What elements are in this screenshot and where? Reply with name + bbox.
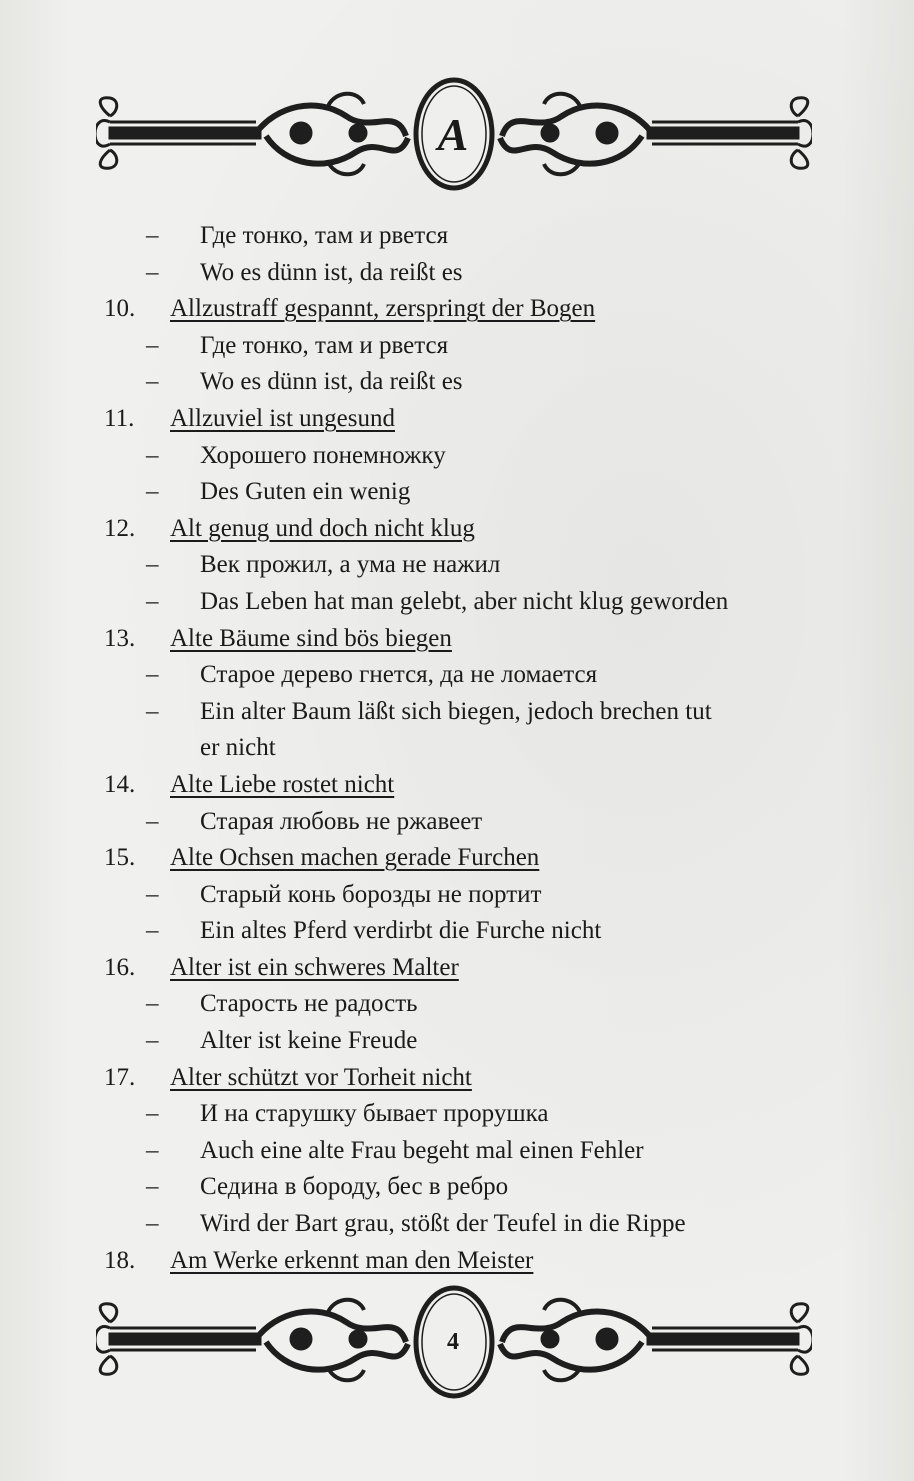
proverb-text: Allzuviel ist ungesund (170, 404, 395, 432)
proverb-variant (0, 694, 914, 731)
proverb-text: Век прожил, а ума не нажил (200, 551, 501, 579)
dash-marker: – (146, 1210, 159, 1238)
proverb-text: Am Werke erkennt man den Meister (170, 1246, 534, 1274)
proverb-text: Alte Bäume sind bös biegen (170, 624, 452, 652)
proverb-variant (0, 1206, 914, 1243)
proverb-text: Das Leben hat man gelebt, aber nicht klug geworden (200, 587, 729, 615)
dash-marker: – (146, 661, 159, 689)
proverb-continuation (0, 730, 914, 767)
top-ornament (96, 76, 812, 196)
dash-marker: – (146, 587, 159, 615)
proverb-text: Где тонко, там и рвется (200, 222, 449, 249)
section-letter: A (437, 108, 469, 160)
proverb-text: Где тонко, там и рвется (200, 331, 449, 359)
dash-marker: – (146, 368, 159, 396)
proverb-number: 15. (104, 844, 136, 872)
proverb-variant (0, 913, 914, 950)
dash-marker: – (146, 1136, 159, 1164)
proverb-variant (0, 804, 914, 841)
proverb-variant (0, 877, 914, 914)
proverb-text: Allzustraff gespannt, zerspringt der Bogen (170, 295, 596, 323)
proverb-heading (0, 621, 914, 658)
dash-marker: – (146, 331, 159, 359)
proverb-text: er nicht (200, 734, 276, 762)
dash-marker: – (146, 441, 159, 469)
proverb-text: Alter schützt vor Torheit nicht (170, 1063, 472, 1091)
dash-marker: – (146, 990, 159, 1018)
proverb-text: Wo es dünn ist, da reißt es (200, 258, 463, 286)
dash-marker: – (146, 222, 159, 249)
proverb-text: Старый конь борозды не портит (200, 880, 542, 908)
proverb-text: Ein altes Pferd verdirbt die Furche nicht (200, 917, 602, 945)
dash-marker: – (146, 807, 159, 835)
proverb-heading (0, 511, 914, 548)
proverb-text: Alter ist ein schweres Malter (170, 953, 459, 981)
proverb-text: Старость не радость (200, 990, 418, 1018)
proverb-variant (0, 328, 914, 365)
dash-marker: – (146, 697, 159, 725)
proverb-heading (0, 401, 914, 438)
proverb-text: Ein alter Baum läßt sich biegen, jedoch brechen tut (200, 697, 712, 725)
proverb-number: 16. (104, 953, 136, 981)
proverb-text: Alte Liebe rostet nicht (170, 770, 395, 798)
proverb-text: Wo es dünn ist, da reißt es (200, 368, 463, 396)
proverb-text: И на старушку бывает прорушка (200, 1100, 549, 1128)
proverb-text: Alte Ochsen machen gerade Furchen (170, 844, 540, 872)
proverb-text: Хорошего понемножку (200, 441, 446, 469)
proverb-variant (0, 584, 914, 621)
proverb-text: Старая любовь не ржавеет (200, 807, 483, 835)
proverb-heading (0, 767, 914, 804)
proverb-text: Alt genug und doch nicht klug (170, 514, 475, 542)
proverb-variant (0, 986, 914, 1023)
dash-marker: – (146, 478, 159, 506)
proverb-variant (0, 1133, 914, 1170)
proverb-text: Wird der Bart grau, stößt der Teufel in die Rippe (200, 1210, 686, 1238)
proverb-heading (0, 1243, 914, 1280)
proverb-variant (0, 547, 914, 584)
proverb-number: 13. (104, 624, 136, 652)
proverb-number: 12. (104, 514, 136, 542)
proverb-variant (0, 255, 914, 292)
proverb-text: Alter ist keine Freude (200, 1027, 418, 1055)
proverb-variant (0, 364, 914, 401)
proverb-number: 18. (104, 1246, 136, 1274)
proverb-heading (0, 1060, 914, 1097)
proverb-variant (0, 657, 914, 694)
dash-marker: – (146, 917, 159, 945)
dash-marker: – (146, 551, 159, 579)
proverb-number: 17. (104, 1063, 136, 1091)
proverb-list (0, 218, 914, 1279)
proverb-variant (0, 438, 914, 475)
bottom-ornament (96, 1282, 812, 1402)
proverb-variant (0, 1169, 914, 1206)
dash-marker: – (146, 880, 159, 908)
proverb-variant (0, 1023, 914, 1060)
proverb-text: Старое дерево гнется, да не ломается (200, 661, 598, 689)
proverb-text: Auch eine alte Frau begeht mal einen Fehler (200, 1136, 644, 1164)
proverb-text: Des Guten ein wenig (200, 478, 411, 506)
proverb-variant (0, 1096, 914, 1133)
proverb-number: 11. (104, 404, 135, 432)
proverb-variant (0, 218, 914, 255)
dash-marker: – (146, 1173, 159, 1201)
proverb-heading (0, 840, 914, 877)
dash-marker: – (146, 258, 159, 286)
dash-marker: – (146, 1100, 159, 1128)
proverb-heading (0, 950, 914, 987)
proverb-variant (0, 474, 914, 511)
proverb-number: 14. (104, 770, 136, 798)
proverb-text: Седина в бороду, бес в ребро (200, 1173, 509, 1201)
proverb-heading (0, 291, 914, 328)
proverb-number: 10. (104, 295, 136, 323)
page-number: 4 (447, 1328, 459, 1355)
dash-marker: – (146, 1027, 159, 1055)
